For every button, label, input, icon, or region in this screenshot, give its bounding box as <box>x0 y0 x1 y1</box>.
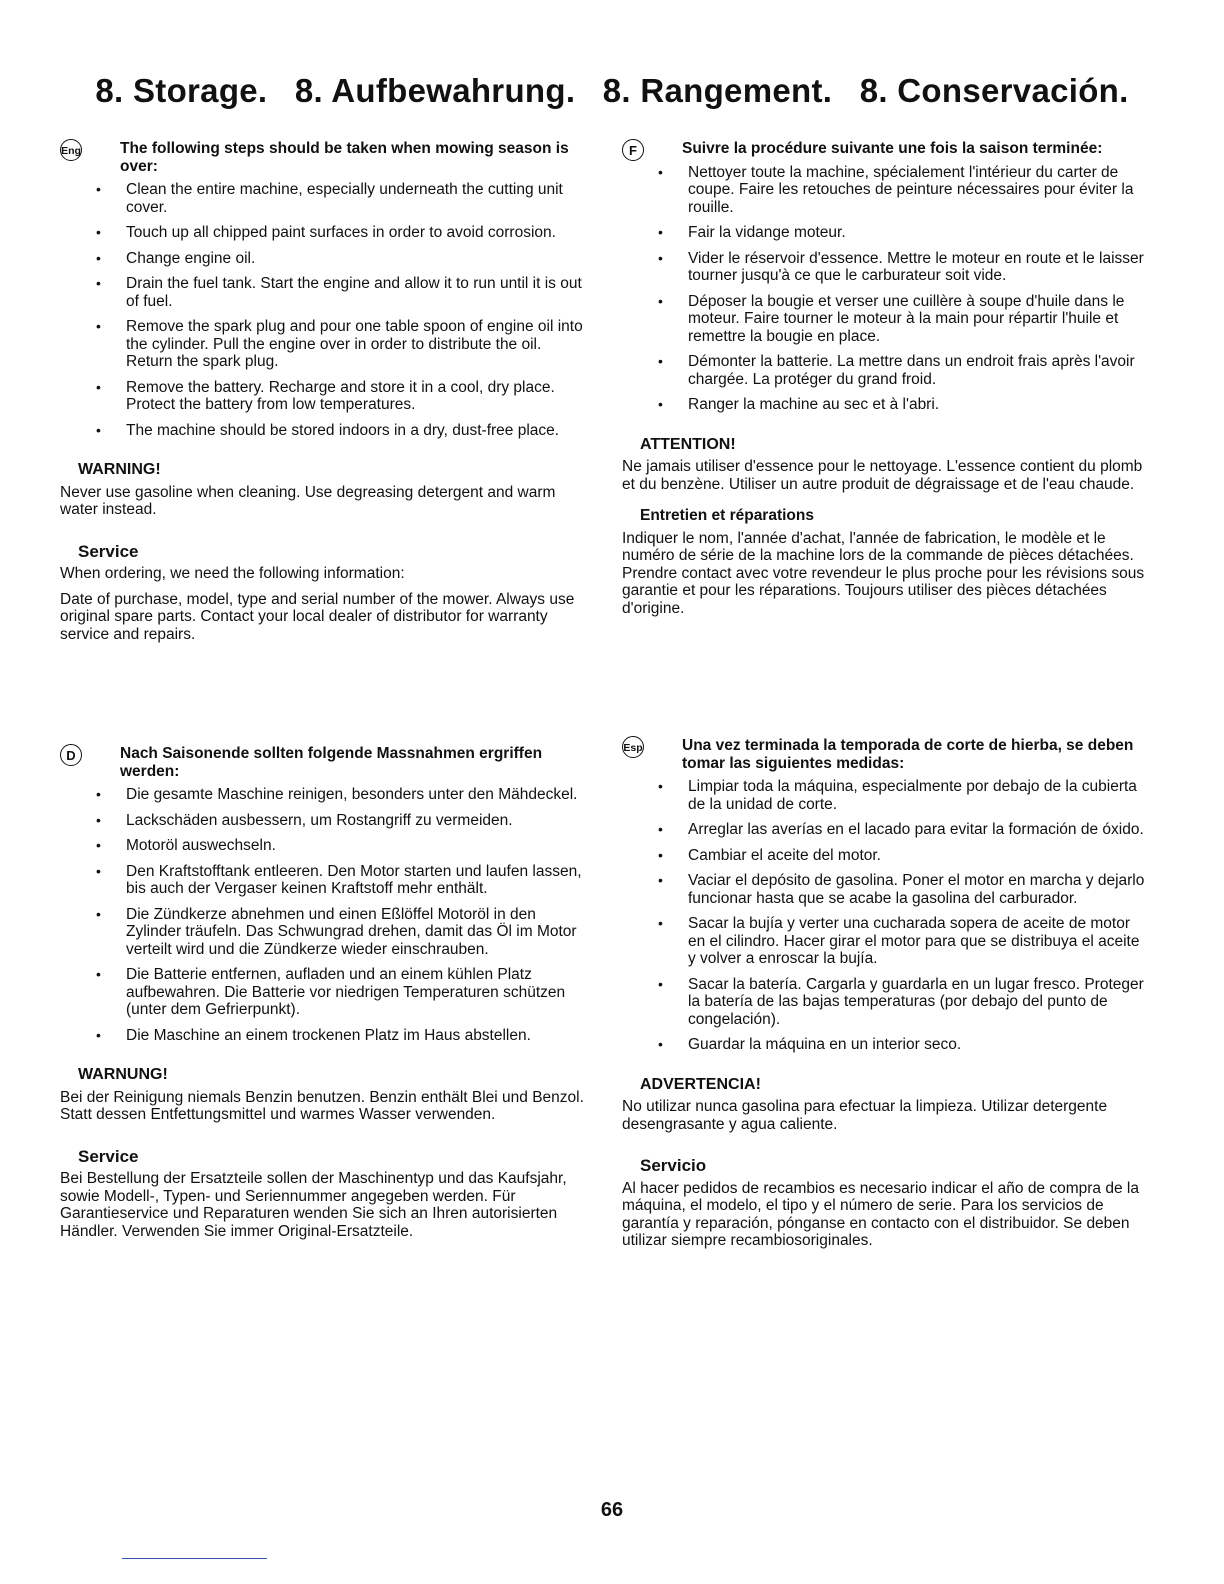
list-item: • Die Zündkerze abnehmen und einen Eßlöffel Motoröl in den Zylinder träufeln. Das Schwungrad drehen, damit das Öl im Motor verteilt wird und die Zündkerze wieder einschrauben. <box>96 906 588 959</box>
list-item: • Vider le réservoir d'essence. Mettre le moteur en route et le laisser tourner jusqu'à ce que le carburateur soit vide. <box>658 250 1148 285</box>
english-service-text: When ordering, we need the following information: <box>60 565 405 582</box>
german-service-text: Bei Bestellung der Ersatzteile sollen der Maschinentyp und das Kaufsjahr, sowie Modell-, Typen- und Seriennummer angegeben werden. Für Garantieservice und Reparaturen wenden Sie sich an Ihren autorisierten Händler. Verwenden Sie immer Original-Ersatzteile. <box>60 1170 567 1240</box>
spanish-badge-icon: Esp <box>622 736 644 758</box>
spanish-steps-list <box>622 778 1148 1054</box>
page-title <box>0 72 1224 110</box>
german-steps-list <box>60 786 588 1044</box>
german-badge-icon: D <box>60 744 82 766</box>
german-warning-text: Bei der Reinigung niemals Benzin benutzen. Benzin enthält Blei und Benzol. Statt dessen Entfettungsmittel und warmes Wasser verwenden. <box>60 1088 584 1123</box>
german-heading: D Nach Saisonende sollten folgende Massnahmen ergriffen werden: <box>60 745 588 780</box>
french-service-text: Indiquer le nom, l'année d'achat, l'année de fabrication, le modèle et le numéro de série de la machine lors de la commande de pièces détachées. Prendre contact avec votre revendeur le plus proche pour les révisions sous garantie et pour les réparations. Toujours utiliser des pièces détachées d'origine. <box>622 529 1145 617</box>
list-item: • Fair la vidange moteur. <box>658 224 1148 242</box>
title-german: 8. Aufbewahrung. <box>294 72 576 109</box>
english-section <box>60 140 588 651</box>
english-service-details: Date of purchase, model, type and serial number of the mower. Always use original spare parts. Contact your local dealer of distributor for warranty service and repairs. <box>60 590 575 643</box>
french-badge-icon: F <box>622 139 644 161</box>
list-item: • Remove the spark plug and pour one table spoon of engine oil into the cylinder. Pull the engine over in order to distribute the oil. Return the spark plug. <box>96 318 588 371</box>
list-item: • Drain the fuel tank. Start the engine and allow it to run until it is out of fuel. <box>96 275 588 310</box>
french-heading: F Suivre la procédure suivante une fois la saison terminée: <box>622 140 1148 158</box>
list-item: • Change engine oil. <box>96 250 588 268</box>
title-spanish: 8. Conservación. <box>859 72 1129 109</box>
title-french: 8. Rangement. <box>602 72 833 109</box>
list-item: • Touch up all chipped paint surfaces in order to avoid corrosion. <box>96 224 588 242</box>
french-warning-title: ATTENTION! <box>640 435 736 453</box>
list-item: • Den Kraftstofftank entleeren. Den Motor starten und laufen lassen, bis auch der Vergaser keinen Kraftstoff mehr enthält. <box>96 863 588 898</box>
title-english: 8. Storage. <box>95 72 268 109</box>
spanish-service-title: Servicio <box>640 1156 707 1175</box>
french-warning-text: Ne jamais utiliser d'essence pour le nettoyage. L'essence contient du plomb et du benzène. Utiliser un autre produit de dégraissage et de l'eau chaude. <box>622 458 1143 493</box>
list-item: • Déposer la bougie et verser une cuillère à soupe d'huile dans le moteur. Faire tourner le moteur à la main pour répartir l'huile et remettre la bougie en place. <box>658 293 1148 346</box>
footer-divider <box>122 1558 267 1559</box>
english-service-title: Service <box>78 541 139 561</box>
german-service-title: Service <box>78 1146 139 1166</box>
spanish-service-text: Al hacer pedidos de recambios es necesario indicar el año de compra de la máquina, el modelo, el tipo y el número de serie. Para los servicios de garantía y reparación, pónganse en contacto con el distribuidor. Se deben utilizar siempre recambiosoriginales. <box>622 1179 1139 1249</box>
list-item: • Sacar la batería. Cargarla y guardarla en un lugar fresco. Proteger la batería de las bajas temperaturas (por debajo del punto de congelación). <box>658 976 1148 1029</box>
list-item: • Die Batterie entfernen, aufladen und an einem kühlen Platz aufbewahren. Die Batterie vor niedrigen Temperaturen schützen (unter dem Gefrierpunkt). <box>96 966 588 1019</box>
spanish-warning-title: ADVERTENCIA! <box>640 1075 761 1093</box>
english-heading: Eng The following steps should be taken when mowing season is over: <box>61 140 569 175</box>
list-item: • Ranger la machine au sec et à l'abri. <box>658 396 1148 414</box>
spanish-warning-text: No utilizar nunca gasolina para efectuar la limpieza. Utilizar detergente desengrasante y agua caliente. <box>622 1098 1108 1133</box>
list-item: • Nettoyer toute la machine, spécialement l'intérieur du carter de coupe. Faire les retouches de peinture nécessaires pour éviter la rouille. <box>658 164 1148 217</box>
list-item: • Die Maschine an einem trockenen Platz im Haus abstellen. <box>96 1027 588 1045</box>
english-warning-text: Never use gasoline when cleaning. Use degreasing detergent and warm water instead. <box>60 483 556 518</box>
german-section <box>60 745 588 1248</box>
english-badge-icon: Eng <box>60 139 82 161</box>
spanish-section <box>622 737 1148 1258</box>
list-item: • Guardar la máquina en un interior seco. <box>658 1036 1148 1054</box>
german-warning-title: WARNUNG! <box>78 1066 168 1083</box>
list-item: • Motoröl auswechseln. <box>96 837 588 855</box>
list-item: • Démonter la batterie. La mettre dans un endroit frais après l'avoir chargée. La protéger du grand froid. <box>658 353 1148 388</box>
french-section <box>622 140 1148 625</box>
page-number: 66 <box>600 1499 624 1521</box>
list-item: • Lackschäden ausbessern, um Rostangriff zu vermeiden. <box>96 812 588 830</box>
list-item: • Sacar la bujía y verter una cucharada sopera de aceite de motor en el cilindro. Hacer girar el motor para que se distribuya el aceite y volver a enroscar la bujía. <box>658 915 1148 968</box>
list-item: • Limpiar toda la máquina, especialmente por debajo de la cubierta de la unidad de corte. <box>658 778 1148 813</box>
list-item: • Remove the battery. Recharge and store it in a cool, dry place. Protect the battery from low temperatures. <box>96 379 588 414</box>
french-steps-list <box>622 164 1148 414</box>
english-steps-list <box>60 181 588 439</box>
list-item: • Die gesamte Maschine reinigen, besonders unter den Mähdeckel. <box>96 786 588 804</box>
french-service-title: Entretien et réparations <box>640 507 814 524</box>
list-item: • Arreglar las averías en el lacado para evitar la formación de óxido. <box>658 821 1148 839</box>
list-item: • Clean the entire machine, especially underneath the cutting unit cover. <box>96 181 588 216</box>
list-item: • Vaciar el depósito de gasolina. Poner el motor en marcha y dejarlo funcionar hasta que se acabe la gasolina del carburador. <box>658 872 1148 907</box>
list-item: • Cambiar el aceite del motor. <box>658 847 1148 865</box>
english-warning-title: WARNING! <box>78 461 161 478</box>
list-item: • The machine should be stored indoors in a dry, dust-free place. <box>96 422 588 440</box>
spanish-heading: Esp Una vez terminada la temporada de corte de hierba, se deben tomar las siguientes medidas: <box>623 737 1134 772</box>
